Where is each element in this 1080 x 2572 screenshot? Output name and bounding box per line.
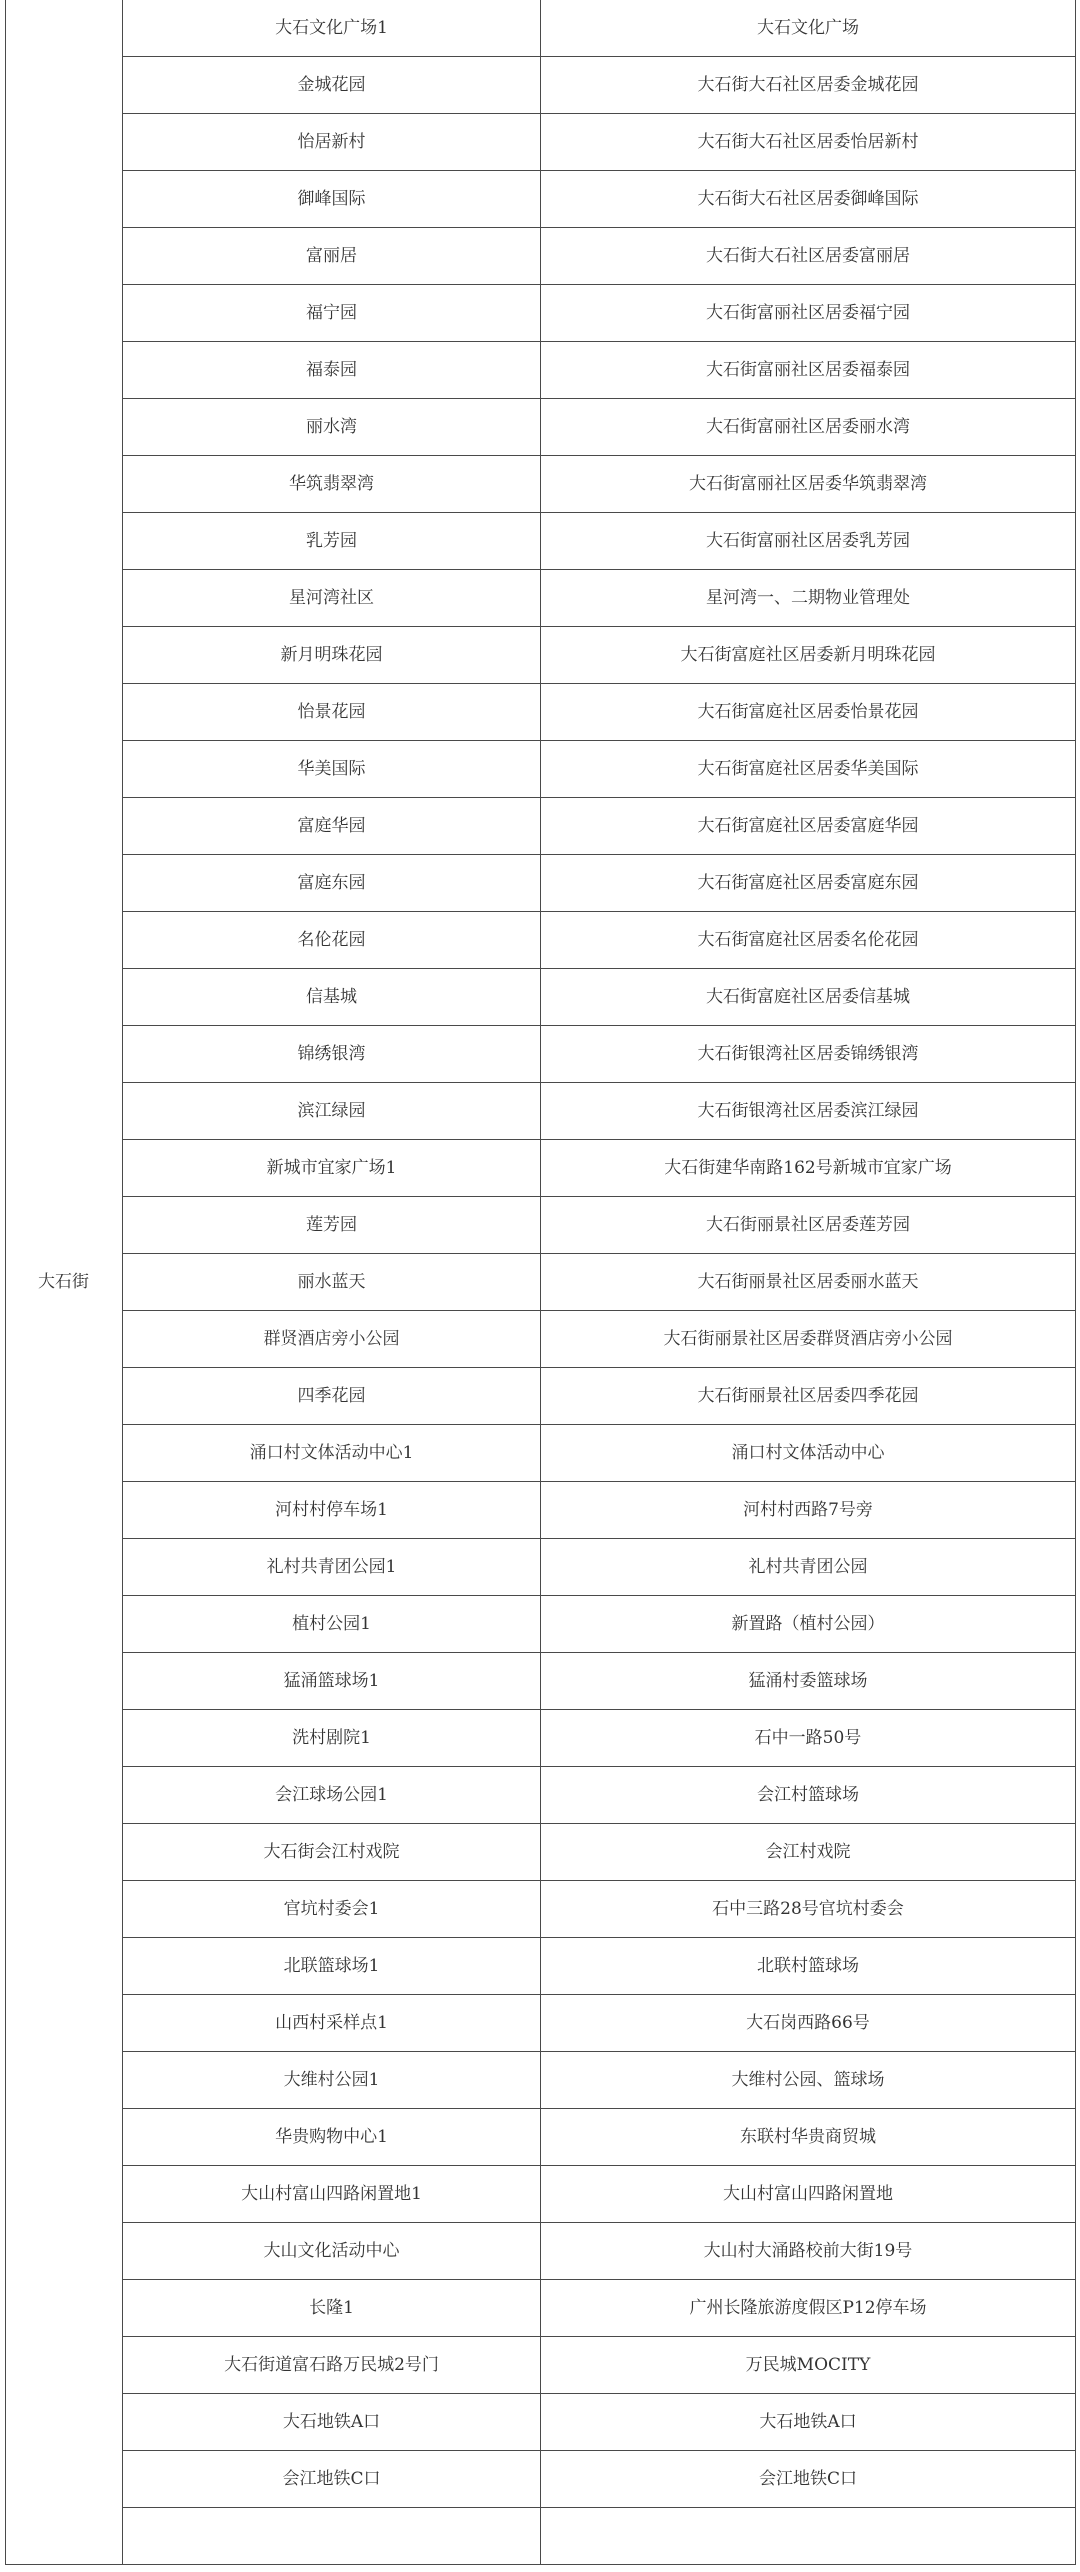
site-name-cell: 莲芳园	[123, 1197, 541, 1254]
site-address-cell: 涌口村文体活动中心	[541, 1425, 1076, 1482]
site-name-cell: 华筑翡翠湾	[123, 456, 541, 513]
site-name-cell: 福宁园	[123, 285, 541, 342]
site-name-cell: 怡居新村	[123, 114, 541, 171]
site-address-cell: 大石街丽景社区居委丽水蓝天	[541, 1254, 1076, 1311]
site-name-cell: 丽水蓝天	[123, 1254, 541, 1311]
site-address-cell: 河村村西路7号旁	[541, 1482, 1076, 1539]
sampling-sites-table	[5, 0, 1076, 2565]
site-name-cell: 滨江绿园	[123, 1083, 541, 1140]
site-name-cell: 大山文化活动中心	[123, 2223, 541, 2280]
site-address-cell: 猛涌村委篮球场	[541, 1653, 1076, 1710]
site-address-cell: 大石街大石社区居委御峰国际	[541, 171, 1076, 228]
site-address-cell: 大山村大涌路校前大街19号	[541, 2223, 1076, 2280]
site-name-cell: 山西村采样点1	[123, 1995, 541, 2052]
site-name-cell: 四季花园	[123, 1368, 541, 1425]
table-row	[6, 1767, 1076, 1824]
site-address-cell: 大石街大石社区居委怡居新村	[541, 114, 1076, 171]
site-name-cell: 富庭东园	[123, 855, 541, 912]
table-row	[6, 2394, 1076, 2451]
table-row	[6, 1653, 1076, 1710]
table-row	[6, 2451, 1076, 2508]
site-name-cell: 华美国际	[123, 741, 541, 798]
site-name-cell: 河村村停车场1	[123, 1482, 541, 1539]
table-row	[6, 0, 1076, 57]
site-address-cell: 石中一路50号	[541, 1710, 1076, 1767]
table-row	[6, 1197, 1076, 1254]
table-row	[6, 741, 1076, 798]
district-cell: 大石街	[6, 0, 123, 2565]
site-name-cell: 洗村剧院1	[123, 1710, 541, 1767]
site-address-cell: 大石岗西路66号	[541, 1995, 1076, 2052]
site-address-cell: 会江地铁C口	[541, 2451, 1076, 2508]
table-row	[6, 57, 1076, 114]
site-name-cell: 官坑村委会1	[123, 1881, 541, 1938]
table-body	[6, 0, 1076, 2565]
site-name-cell: 长隆1	[123, 2280, 541, 2337]
empty-cell	[541, 2508, 1076, 2565]
table-row	[6, 2166, 1076, 2223]
site-address-cell: 大石街富庭社区居委华美国际	[541, 741, 1076, 798]
site-address-cell: 东联村华贵商贸城	[541, 2109, 1076, 2166]
table-row	[6, 1539, 1076, 1596]
table-row	[6, 627, 1076, 684]
table-row	[6, 342, 1076, 399]
site-address-cell: 新置路（植村公园）	[541, 1596, 1076, 1653]
table-row	[6, 171, 1076, 228]
site-address-cell: 大石街富庭社区居委富庭东园	[541, 855, 1076, 912]
site-address-cell: 大石街银湾社区居委滨江绿园	[541, 1083, 1076, 1140]
site-address-cell: 石中三路28号官坑村委会	[541, 1881, 1076, 1938]
table-row	[6, 1368, 1076, 1425]
table-row	[6, 969, 1076, 1026]
site-address-cell: 大石文化广场	[541, 0, 1076, 57]
site-name-cell: 富丽居	[123, 228, 541, 285]
site-name-cell: 华贵购物中心1	[123, 2109, 541, 2166]
site-address-cell: 大石地铁A口	[541, 2394, 1076, 2451]
table-row	[6, 798, 1076, 855]
table-row	[6, 1254, 1076, 1311]
site-address-cell: 大山村富山四路闲置地	[541, 2166, 1076, 2223]
site-address-cell: 大石街富丽社区居委福宁园	[541, 285, 1076, 342]
site-address-cell: 大石街丽景社区居委四季花园	[541, 1368, 1076, 1425]
site-name-cell: 金城花园	[123, 57, 541, 114]
site-name-cell: 大石地铁A口	[123, 2394, 541, 2451]
site-name-cell: 信基城	[123, 969, 541, 1026]
site-name-cell: 北联篮球场1	[123, 1938, 541, 1995]
site-address-cell: 广州长隆旅游度假区P12停车场	[541, 2280, 1076, 2337]
table-row	[6, 2280, 1076, 2337]
site-name-cell: 新月明珠花园	[123, 627, 541, 684]
site-address-cell: 大石街富庭社区居委信基城	[541, 969, 1076, 1026]
site-name-cell: 富庭华园	[123, 798, 541, 855]
site-address-cell: 大石街富庭社区居委名伦花园	[541, 912, 1076, 969]
site-address-cell: 礼村共青团公园	[541, 1539, 1076, 1596]
table-row	[6, 1140, 1076, 1197]
site-address-cell: 大石街银湾社区居委锦绣银湾	[541, 1026, 1076, 1083]
table-row	[6, 2223, 1076, 2280]
table-row	[6, 912, 1076, 969]
site-name-cell: 大石街道富石路万民城2号门	[123, 2337, 541, 2394]
table-row	[6, 2109, 1076, 2166]
table-row	[6, 1596, 1076, 1653]
site-address-cell: 星河湾一、二期物业管理处	[541, 570, 1076, 627]
table-row	[6, 1710, 1076, 1767]
table-row	[6, 1425, 1076, 1482]
site-address-cell: 大石街大石社区居委金城花园	[541, 57, 1076, 114]
site-address-cell: 大石街丽景社区居委莲芳园	[541, 1197, 1076, 1254]
table-row	[6, 513, 1076, 570]
site-address-cell: 大石街富丽社区居委华筑翡翠湾	[541, 456, 1076, 513]
site-address-cell: 大石街富庭社区居委新月明珠花园	[541, 627, 1076, 684]
site-name-cell: 礼村共青团公园1	[123, 1539, 541, 1596]
site-address-cell: 大石街建华南路162号新城市宜家广场	[541, 1140, 1076, 1197]
table-row	[6, 855, 1076, 912]
table-row	[6, 1026, 1076, 1083]
table-row	[6, 1881, 1076, 1938]
site-name-cell: 会江球场公园1	[123, 1767, 541, 1824]
site-address-cell: 大石街丽景社区居委群贤酒店旁小公园	[541, 1311, 1076, 1368]
site-address-cell: 会江村戏院	[541, 1824, 1076, 1881]
table-row	[6, 1995, 1076, 2052]
table-row	[6, 456, 1076, 513]
table-row	[6, 1938, 1076, 1995]
site-name-cell: 植村公园1	[123, 1596, 541, 1653]
site-name-cell: 星河湾社区	[123, 570, 541, 627]
site-name-cell: 会江地铁C口	[123, 2451, 541, 2508]
site-name-cell: 新城市宜家广场1	[123, 1140, 541, 1197]
site-address-cell: 大石街大石社区居委富丽居	[541, 228, 1076, 285]
site-address-cell: 大石街富庭社区居委富庭华园	[541, 798, 1076, 855]
table-row	[6, 2337, 1076, 2394]
table-row	[6, 1083, 1076, 1140]
site-name-cell: 名伦花园	[123, 912, 541, 969]
table-row-partial	[6, 2508, 1076, 2565]
site-name-cell: 怡景花园	[123, 684, 541, 741]
table-row	[6, 2052, 1076, 2109]
site-name-cell: 御峰国际	[123, 171, 541, 228]
site-address-cell: 大石街富丽社区居委福泰园	[541, 342, 1076, 399]
site-name-cell: 大石文化广场1	[123, 0, 541, 57]
table-row	[6, 228, 1076, 285]
table-row	[6, 114, 1076, 171]
site-name-cell: 丽水湾	[123, 399, 541, 456]
site-name-cell: 涌口村文体活动中心1	[123, 1425, 541, 1482]
table-row	[6, 684, 1076, 741]
table-row	[6, 1311, 1076, 1368]
table-row	[6, 285, 1076, 342]
site-name-cell: 猛涌篮球场1	[123, 1653, 541, 1710]
site-name-cell: 福泰园	[123, 342, 541, 399]
table-row	[6, 1482, 1076, 1539]
site-address-cell: 大石街富丽社区居委丽水湾	[541, 399, 1076, 456]
empty-cell	[123, 2508, 541, 2565]
site-address-cell: 万民城MOCITY	[541, 2337, 1076, 2394]
site-name-cell: 锦绣银湾	[123, 1026, 541, 1083]
table-row	[6, 570, 1076, 627]
site-address-cell: 大维村公园、篮球场	[541, 2052, 1076, 2109]
table-row	[6, 399, 1076, 456]
site-address-cell: 会江村篮球场	[541, 1767, 1076, 1824]
site-address-cell: 大石街富庭社区居委怡景花园	[541, 684, 1076, 741]
site-name-cell: 大山村富山四路闲置地1	[123, 2166, 541, 2223]
table-row	[6, 1824, 1076, 1881]
site-name-cell: 大维村公园1	[123, 2052, 541, 2109]
site-name-cell: 乳芳园	[123, 513, 541, 570]
site-name-cell: 大石街会江村戏院	[123, 1824, 541, 1881]
site-address-cell: 大石街富丽社区居委乳芳园	[541, 513, 1076, 570]
site-name-cell: 群贤酒店旁小公园	[123, 1311, 541, 1368]
site-address-cell: 北联村篮球场	[541, 1938, 1076, 1995]
